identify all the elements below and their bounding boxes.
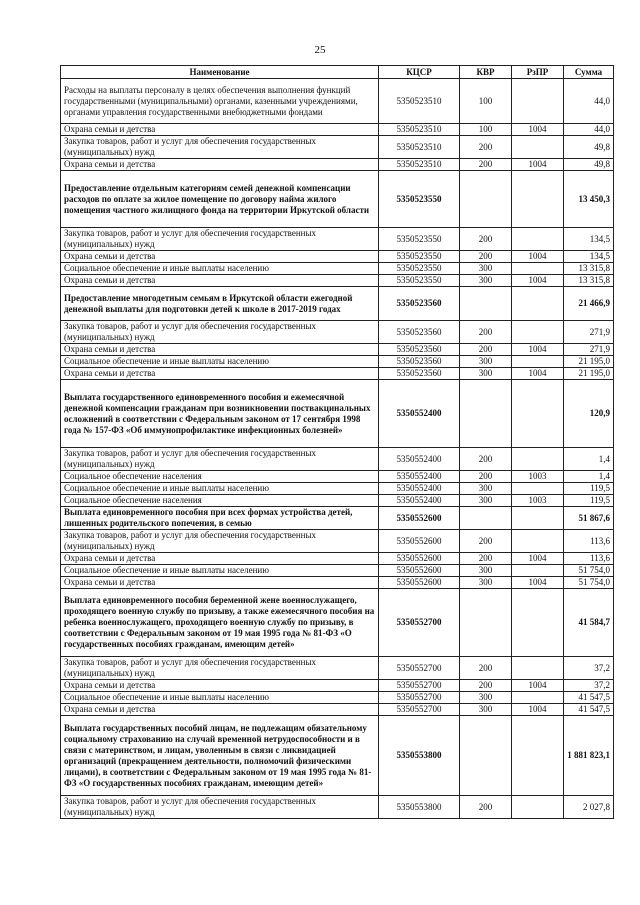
cell-kvr: 300 bbox=[460, 577, 512, 589]
cell-sum: 41 584,7 bbox=[564, 589, 614, 657]
table-row bbox=[61, 380, 614, 448]
cell-rzpr bbox=[512, 321, 564, 344]
table-row bbox=[61, 471, 614, 483]
table-row bbox=[61, 263, 614, 275]
cell-code: 5350552400 bbox=[379, 483, 460, 495]
table-row bbox=[61, 680, 614, 692]
cell-sum: 51 754,0 bbox=[564, 577, 614, 589]
page-number: 25 bbox=[314, 44, 326, 56]
cell-sum: 1,4 bbox=[564, 471, 614, 483]
cell-name: Охрана семьи и детства bbox=[61, 251, 379, 263]
cell-kvr: 200 bbox=[460, 471, 512, 483]
cell-rzpr: 1003 bbox=[512, 495, 564, 507]
cell-kvr: 300 bbox=[460, 275, 512, 287]
cell-code: 5350523510 bbox=[379, 136, 460, 159]
cell-sum: 41 547,5 bbox=[564, 704, 614, 716]
cell-sum: 119,5 bbox=[564, 495, 614, 507]
cell-name: Социальное обеспечение и иные выплаты населению bbox=[61, 263, 379, 275]
cell-code: 5350523550 bbox=[379, 275, 460, 287]
cell-code: 5350552400 bbox=[379, 380, 460, 448]
column-header-sum: Сумма bbox=[564, 66, 614, 79]
cell-name: Социальное обеспечение и иные выплаты населению bbox=[61, 356, 379, 368]
cell-name: Предоставление многодетным семьям в Иркутской области ежегодной денежной выплаты для подготовки детей к школе в 2017-2019 годах bbox=[61, 287, 379, 321]
cell-code: 5350523510 bbox=[379, 124, 460, 136]
column-header-code: КЦСР bbox=[379, 66, 460, 79]
cell-rzpr bbox=[512, 136, 564, 159]
cell-rzpr bbox=[512, 448, 564, 471]
cell-kvr: 200 bbox=[460, 228, 512, 251]
cell-code: 5350523550 bbox=[379, 228, 460, 251]
cell-kvr: 100 bbox=[460, 124, 512, 136]
cell-sum: 271,9 bbox=[564, 344, 614, 356]
cell-sum: 119,5 bbox=[564, 483, 614, 495]
table-row bbox=[61, 368, 614, 380]
table-row bbox=[61, 704, 614, 716]
cell-code: 5350552700 bbox=[379, 657, 460, 680]
cell-name: Социальное обеспечение и иные выплаты населению bbox=[61, 692, 379, 704]
table-row bbox=[61, 589, 614, 657]
cell-kvr: 200 bbox=[460, 344, 512, 356]
cell-rzpr bbox=[512, 507, 564, 530]
cell-rzpr bbox=[512, 228, 564, 251]
column-header-rzpr: РзПР bbox=[512, 66, 564, 79]
table-row bbox=[61, 136, 614, 159]
table-row bbox=[61, 577, 614, 589]
cell-code: 5350523560 bbox=[379, 287, 460, 321]
table-row bbox=[61, 657, 614, 680]
cell-name: Охрана семьи и детства bbox=[61, 344, 379, 356]
cell-kvr: 300 bbox=[460, 495, 512, 507]
cell-name: Социальное обеспечение населения bbox=[61, 471, 379, 483]
cell-sum: 134,5 bbox=[564, 228, 614, 251]
cell-code: 5350523510 bbox=[379, 159, 460, 171]
cell-rzpr bbox=[512, 380, 564, 448]
table-row bbox=[61, 448, 614, 471]
cell-name: Охрана семьи и детства bbox=[61, 124, 379, 136]
cell-code: 5350552400 bbox=[379, 448, 460, 471]
cell-sum: 44,0 bbox=[564, 124, 614, 136]
cell-rzpr: 1004 bbox=[512, 680, 564, 692]
cell-code: 5350523560 bbox=[379, 344, 460, 356]
column-header-name: Наименование bbox=[61, 66, 379, 79]
cell-kvr bbox=[460, 507, 512, 530]
cell-kvr: 300 bbox=[460, 565, 512, 577]
cell-kvr bbox=[460, 171, 512, 228]
cell-kvr: 300 bbox=[460, 263, 512, 275]
cell-code: 5350552600 bbox=[379, 530, 460, 553]
cell-name: Предоставление отдельным категориям семей денежной компенсации расходов по оплате за жилое помещение по договору найма жилого помещения частного жилищного фонда на территории Иркутской области bbox=[61, 171, 379, 228]
cell-rzpr bbox=[512, 692, 564, 704]
cell-kvr: 200 bbox=[460, 657, 512, 680]
cell-rzpr bbox=[512, 79, 564, 124]
table-row bbox=[61, 495, 614, 507]
cell-sum: 2 027,8 bbox=[564, 796, 614, 819]
cell-name: Социальное обеспечение населения bbox=[61, 495, 379, 507]
table-header-row bbox=[61, 66, 614, 79]
cell-sum: 49,8 bbox=[564, 159, 614, 171]
table-row bbox=[61, 287, 614, 321]
cell-sum: 21 195,0 bbox=[564, 356, 614, 368]
table-row bbox=[61, 79, 614, 124]
table-row bbox=[61, 356, 614, 368]
cell-kvr: 300 bbox=[460, 368, 512, 380]
cell-code: 5350552600 bbox=[379, 553, 460, 565]
cell-code: 5350523560 bbox=[379, 356, 460, 368]
table-row bbox=[61, 275, 614, 287]
cell-code: 5350552600 bbox=[379, 577, 460, 589]
cell-kvr: 200 bbox=[460, 796, 512, 819]
cell-rzpr bbox=[512, 483, 564, 495]
table-row bbox=[61, 124, 614, 136]
cell-name: Охрана семьи и детства bbox=[61, 553, 379, 565]
cell-name: Закупка товаров, работ и услуг для обеспечения государственных (муниципальных) нужд bbox=[61, 228, 379, 251]
cell-rzpr: 1004 bbox=[512, 577, 564, 589]
cell-kvr bbox=[460, 287, 512, 321]
cell-name: Выплата государственных пособий лицам, не подлежащим обязательному социальному страхованию на случай временной нетрудоспособности и в связи с материнством, и лицам, уволенным в связи с ликвидацией организаций (прекращением деятельности, полномочий физическими лицами), в соответствии с Федеральным законом от 19 мая 1995 года № 81-ФЗ «О государственных пособиях гражданам, имеющим детей» bbox=[61, 716, 379, 796]
cell-name: Выплата единовременного пособия при всех формах устройства детей, лишенных родительского попечения, в семью bbox=[61, 507, 379, 530]
table-row bbox=[61, 321, 614, 344]
cell-kvr: 300 bbox=[460, 692, 512, 704]
cell-rzpr: 1004 bbox=[512, 251, 564, 263]
cell-sum: 13 315,8 bbox=[564, 275, 614, 287]
cell-code: 5350523550 bbox=[379, 251, 460, 263]
cell-rzpr: 1003 bbox=[512, 471, 564, 483]
cell-sum: 49,8 bbox=[564, 136, 614, 159]
table-row bbox=[61, 796, 614, 819]
cell-name: Социальное обеспечение и иные выплаты населению bbox=[61, 483, 379, 495]
cell-rzpr: 1004 bbox=[512, 275, 564, 287]
cell-sum: 13 450,3 bbox=[564, 171, 614, 228]
cell-rzpr bbox=[512, 589, 564, 657]
cell-kvr bbox=[460, 589, 512, 657]
cell-code: 5350552700 bbox=[379, 589, 460, 657]
cell-kvr: 200 bbox=[460, 530, 512, 553]
cell-kvr bbox=[460, 380, 512, 448]
cell-name: Закупка товаров, работ и услуг для обеспечения государственных (муниципальных) нужд bbox=[61, 448, 379, 471]
table-row bbox=[61, 228, 614, 251]
cell-code: 5350552400 bbox=[379, 495, 460, 507]
table-row bbox=[61, 565, 614, 577]
cell-kvr bbox=[460, 716, 512, 796]
cell-sum: 51 754,0 bbox=[564, 565, 614, 577]
cell-sum: 134,5 bbox=[564, 251, 614, 263]
cell-sum: 1,4 bbox=[564, 448, 614, 471]
cell-kvr: 200 bbox=[460, 321, 512, 344]
cell-code: 5350552700 bbox=[379, 680, 460, 692]
cell-code: 5350523550 bbox=[379, 171, 460, 228]
cell-rzpr: 1004 bbox=[512, 553, 564, 565]
cell-code: 5350552600 bbox=[379, 507, 460, 530]
cell-sum: 1 881 823,1 bbox=[564, 716, 614, 796]
cell-name: Выплата единовременного пособия беременной жене военнослужащего, проходящего военную службу по призыву, а также ежемесячного пособия на ребенка военнослужащего, проходящего военную службу по призыву, в соответствии с Федеральным законом от 19 мая 1995 года № 81-ФЗ «О государственных пособиях гражданам, имеющим детей» bbox=[61, 589, 379, 657]
cell-code: 5350523560 bbox=[379, 368, 460, 380]
cell-rzpr bbox=[512, 796, 564, 819]
table-row bbox=[61, 530, 614, 553]
cell-kvr: 100 bbox=[460, 79, 512, 124]
cell-code: 5350552600 bbox=[379, 565, 460, 577]
cell-name: Охрана семьи и детства bbox=[61, 680, 379, 692]
table-row bbox=[61, 692, 614, 704]
cell-rzpr: 1004 bbox=[512, 344, 564, 356]
cell-kvr: 300 bbox=[460, 356, 512, 368]
cell-kvr: 200 bbox=[460, 448, 512, 471]
cell-name: Социальное обеспечение и иные выплаты населению bbox=[61, 565, 379, 577]
cell-name: Расходы на выплаты персоналу в целях обеспечения выполнения функций государственными (муниципальными) органами, казенными учреждениями, органами управления государственными внебюджетными фондами bbox=[61, 79, 379, 124]
cell-sum: 44,0 bbox=[564, 79, 614, 124]
table-row bbox=[61, 483, 614, 495]
cell-kvr: 300 bbox=[460, 483, 512, 495]
table-row bbox=[61, 159, 614, 171]
cell-rzpr bbox=[512, 657, 564, 680]
cell-sum: 51 867,6 bbox=[564, 507, 614, 530]
table-row bbox=[61, 716, 614, 796]
cell-kvr: 200 bbox=[460, 159, 512, 171]
cell-name: Закупка товаров, работ и услуг для обеспечения государственных (муниципальных) нужд bbox=[61, 796, 379, 819]
table-row bbox=[61, 344, 614, 356]
cell-rzpr bbox=[512, 263, 564, 275]
table-row bbox=[61, 171, 614, 228]
cell-name: Закупка товаров, работ и услуг для обеспечения государственных (муниципальных) нужд bbox=[61, 136, 379, 159]
cell-sum: 41 547,5 bbox=[564, 692, 614, 704]
cell-code: 5350552700 bbox=[379, 692, 460, 704]
cell-code: 5350552400 bbox=[379, 471, 460, 483]
cell-rzpr bbox=[512, 530, 564, 553]
cell-name: Охрана семьи и детства bbox=[61, 368, 379, 380]
cell-kvr: 300 bbox=[460, 704, 512, 716]
cell-kvr: 200 bbox=[460, 553, 512, 565]
cell-kvr: 200 bbox=[460, 680, 512, 692]
cell-name: Охрана семьи и детства bbox=[61, 159, 379, 171]
budget-table bbox=[60, 65, 614, 819]
column-header-kvr: КВР bbox=[460, 66, 512, 79]
cell-sum: 21 466,9 bbox=[564, 287, 614, 321]
cell-rzpr: 1004 bbox=[512, 704, 564, 716]
cell-name: Закупка товаров, работ и услуг для обеспечения государственных (муниципальных) нужд bbox=[61, 657, 379, 680]
cell-sum: 120,9 bbox=[564, 380, 614, 448]
cell-code: 5350523560 bbox=[379, 321, 460, 344]
cell-rzpr bbox=[512, 716, 564, 796]
table-body bbox=[61, 79, 614, 819]
cell-sum: 21 195,0 bbox=[564, 368, 614, 380]
cell-name: Охрана семьи и детства bbox=[61, 704, 379, 716]
cell-code: 5350523550 bbox=[379, 263, 460, 275]
cell-rzpr: 1004 bbox=[512, 368, 564, 380]
cell-rzpr: 1004 bbox=[512, 124, 564, 136]
cell-sum: 113,6 bbox=[564, 553, 614, 565]
cell-name: Охрана семьи и детства bbox=[61, 275, 379, 287]
table-row bbox=[61, 251, 614, 263]
cell-sum: 271,9 bbox=[564, 321, 614, 344]
cell-rzpr bbox=[512, 171, 564, 228]
cell-sum: 13 315,8 bbox=[564, 263, 614, 275]
cell-name: Выплата государственного единовременного пособия и ежемесячной денежной компенсации гражданам при возникновении поствакцинальных осложнений в соответствии с Федеральным законом от 17 сентября 1998 года № 157-ФЗ «Об иммунопрофилактике инфекционных болезней» bbox=[61, 380, 379, 448]
cell-rzpr: 1004 bbox=[512, 159, 564, 171]
cell-name: Охрана семьи и детства bbox=[61, 577, 379, 589]
table-row bbox=[61, 553, 614, 565]
cell-kvr: 200 bbox=[460, 251, 512, 263]
cell-sum: 113,6 bbox=[564, 530, 614, 553]
cell-name: Закупка товаров, работ и услуг для обеспечения государственных (муниципальных) нужд bbox=[61, 530, 379, 553]
cell-rzpr bbox=[512, 356, 564, 368]
cell-sum: 37,2 bbox=[564, 680, 614, 692]
cell-rzpr bbox=[512, 565, 564, 577]
cell-code: 5350523510 bbox=[379, 79, 460, 124]
cell-code: 5350552700 bbox=[379, 704, 460, 716]
cell-kvr: 200 bbox=[460, 136, 512, 159]
cell-code: 5350553800 bbox=[379, 796, 460, 819]
cell-code: 5350553800 bbox=[379, 716, 460, 796]
cell-name: Закупка товаров, работ и услуг для обеспечения государственных (муниципальных) нужд bbox=[61, 321, 379, 344]
cell-sum: 37,2 bbox=[564, 657, 614, 680]
cell-rzpr bbox=[512, 287, 564, 321]
table-row bbox=[61, 507, 614, 530]
